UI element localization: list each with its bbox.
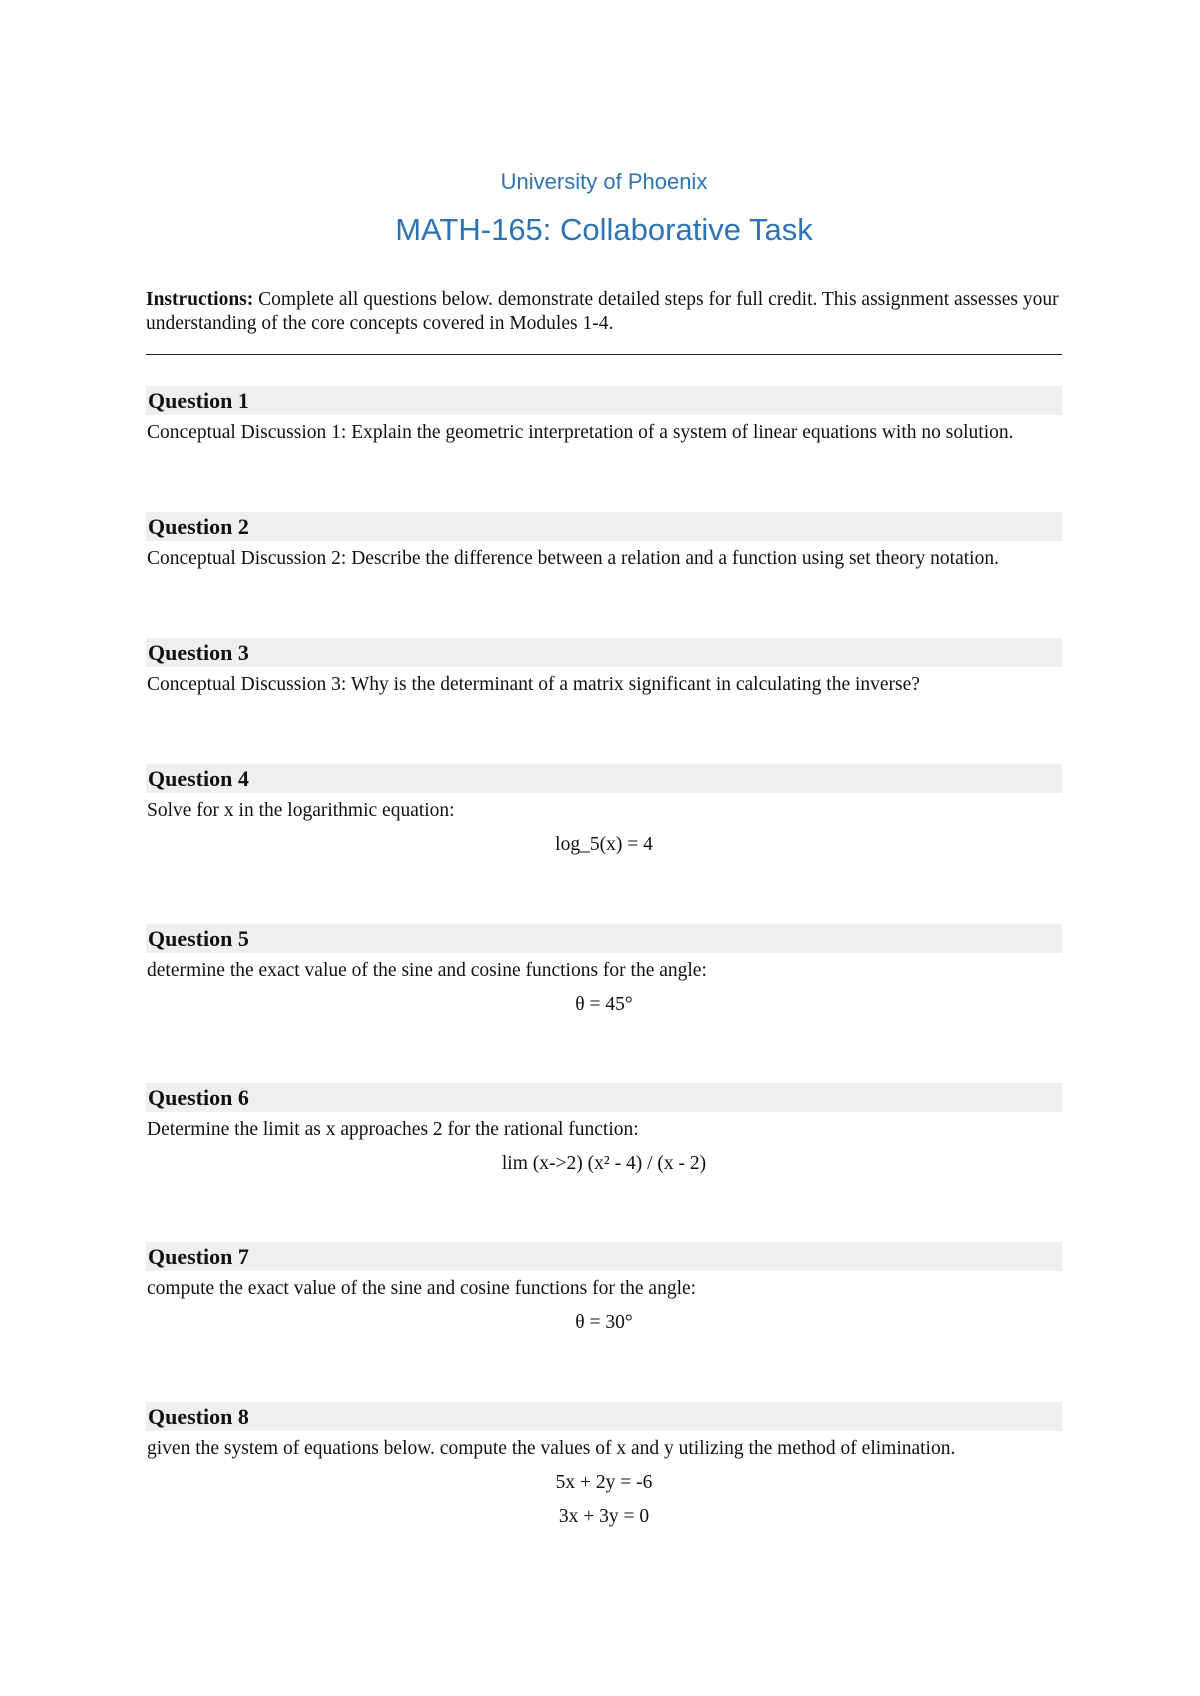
question-title: Question 5 (146, 924, 1062, 953)
document-page (146, 0, 1062, 1696)
equation: θ = 45° (575, 994, 633, 1015)
question-title: Question 2 (146, 512, 1062, 541)
question-title: Question 3 (146, 638, 1062, 667)
equation: θ = 30° (575, 1312, 633, 1333)
question-7 (146, 1242, 1062, 1335)
question-text: compute the exact value of the sine and cosine functions for the angle: (147, 1278, 697, 1299)
question-title: Question 1 (146, 386, 1062, 415)
equation: 5x + 2y = -6 (555, 1472, 653, 1493)
divider (146, 354, 1062, 355)
equation: 3x + 3y = 0 (558, 1506, 650, 1527)
question-title: Question 4 (146, 764, 1062, 793)
question-text: Solve for x in the logarithmic equation: (147, 800, 455, 821)
question-3 (146, 638, 1062, 697)
equation: log_5(x) = 4 (555, 834, 653, 855)
instructions-text: Complete all questions below. demonstrate detailed steps for full credit. This assignment assesses your understanding of the core concepts covered in Modules 1-4. (146, 289, 1059, 334)
instructions (146, 288, 1062, 336)
question-title: Question 8 (146, 1402, 1062, 1431)
question-6 (146, 1083, 1062, 1176)
university-name: University of Phoenix (500, 169, 708, 194)
question-8 (146, 1402, 1062, 1529)
question-text: given the system of equations below. compute the values of x and y utilizing the method of elimination. (147, 1438, 956, 1459)
question-1 (146, 386, 1062, 445)
question-text: Conceptual Discussion 2: Describe the difference between a relation and a function using set theory notation. (147, 548, 999, 569)
instructions-label: Instructions: (146, 289, 254, 310)
question-4 (146, 764, 1062, 857)
question-text: Determine the limit as x approaches 2 for the rational function: (147, 1119, 639, 1140)
equation: lim (x->2) (x² - 4) / (x - 2) (501, 1153, 707, 1174)
question-2 (146, 512, 1062, 571)
question-title: Question 6 (146, 1083, 1062, 1112)
question-text: determine the exact value of the sine and cosine functions for the angle: (147, 960, 707, 981)
course-title: MATH-165: Collaborative Task (395, 212, 813, 247)
question-text: Conceptual Discussion 1: Explain the geometric interpretation of a system of linear equations with no solution. (147, 422, 1014, 443)
question-text: Conceptual Discussion 3: Why is the determinant of a matrix significant in calculating the inverse? (147, 674, 920, 695)
question-5 (146, 924, 1062, 1017)
question-title: Question 7 (146, 1242, 1062, 1271)
